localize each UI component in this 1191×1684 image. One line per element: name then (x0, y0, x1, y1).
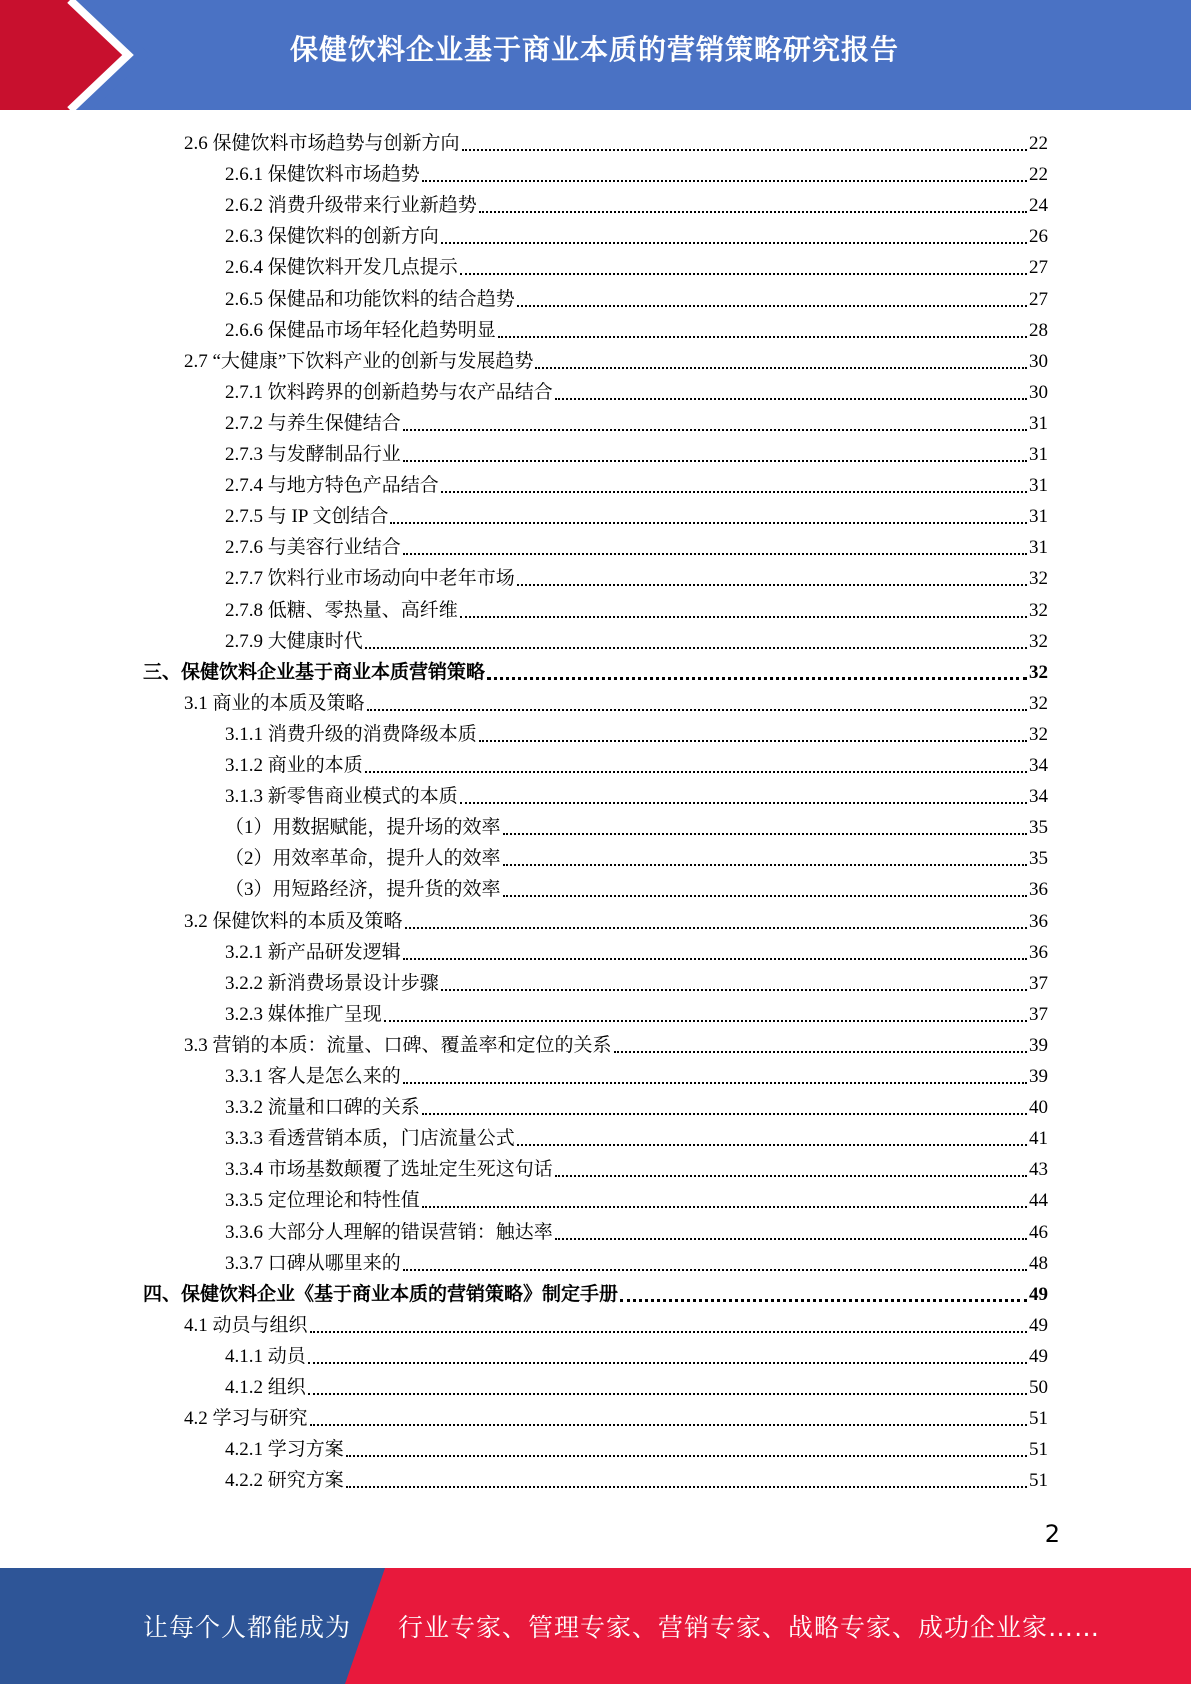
toc-entry[interactable] (225, 315, 1048, 346)
toc-entry[interactable] (225, 1341, 1048, 1372)
toc-entry-page: 32 (1029, 692, 1048, 714)
toc-entry[interactable] (225, 781, 1048, 812)
toc-entry[interactable] (225, 284, 1048, 315)
toc-entry-title: 2.7.3 与发酵制品行业 (225, 444, 401, 465)
toc-dot-leader (422, 1206, 1027, 1208)
toc-entry[interactable] (225, 1372, 1048, 1403)
toc-entry-page: 51 (1029, 1439, 1048, 1461)
toc-entry[interactable] (225, 1185, 1048, 1216)
toc-entry-page: 30 (1029, 381, 1048, 403)
toc-entry[interactable] (225, 1092, 1048, 1123)
toc-entry-title: 2.7.9 大健康时代 (225, 630, 363, 652)
footer-slogan-left: 让每个人都能成为 (143, 1613, 352, 1642)
toc-entry[interactable] (225, 874, 1048, 905)
toc-entry[interactable] (225, 1465, 1048, 1496)
toc-entry-title: 2.6.5 保健品和功能饮料的结合趋势 (225, 288, 515, 310)
toc-dot-leader (555, 398, 1027, 400)
toc-entry-title: 2.7 “大健康”下饮料产业的创新与发展趋势 (184, 350, 534, 372)
toc-dot-leader (403, 460, 1027, 462)
toc-entry-title: 3.3 营销的本质：流量、口碑、覆盖率和定位的关系 (184, 1034, 612, 1056)
toc-entry-title: 2.7.5 与 IP 文创结合 (225, 506, 389, 528)
toc-entry-page: 39 (1029, 1034, 1048, 1056)
toc-dot-leader (479, 740, 1027, 742)
toc-entry-page: 35 (1029, 817, 1048, 839)
toc-entry[interactable] (225, 595, 1048, 626)
toc-entry-page: 32 (1029, 599, 1048, 621)
toc-dot-leader (310, 1424, 1027, 1426)
toc-entry[interactable] (225, 501, 1048, 532)
toc-dot-leader (403, 1269, 1027, 1271)
toc-entry[interactable] (184, 906, 1048, 937)
toc-dot-leader (517, 1144, 1027, 1146)
toc-entry-page: 51 (1029, 1408, 1048, 1430)
toc-entry[interactable] (225, 470, 1048, 501)
toc-dot-leader (517, 584, 1027, 586)
toc-entry[interactable] (184, 1310, 1048, 1341)
toc-entry-page: 31 (1029, 537, 1048, 559)
toc-dot-leader (503, 833, 1027, 835)
toc-entry-title: 2.7.1 饮料跨界的创新趋势与农产品结合 (225, 381, 553, 403)
toc-entry-page: 27 (1029, 288, 1048, 310)
toc-entry-page: 34 (1029, 755, 1048, 776)
toc-dot-leader (555, 1175, 1027, 1177)
toc-dot-leader (403, 1082, 1027, 1084)
toc-entry-title: 2.6.3 保健饮料的创新方向 (225, 226, 439, 248)
toc-entry[interactable] (225, 1248, 1048, 1279)
toc-entry-page: 31 (1029, 444, 1048, 465)
toc-entry[interactable] (184, 1030, 1048, 1061)
toc-entry-title: 3.3.6 大部分人理解的错误营销：触达率 (225, 1221, 553, 1243)
toc-dot-leader (535, 367, 1027, 369)
toc-entry[interactable] (225, 999, 1048, 1030)
toc-dot-leader (384, 1020, 1027, 1022)
toc-entry-title: 3.2.3 媒体推广呈现 (225, 1003, 382, 1025)
toc-entry-page: 49 (1029, 1283, 1048, 1305)
toc-entry-title: 四、保健饮料企业《基于商业本质的营销策略》制定手册 (143, 1283, 619, 1305)
red-chevron-graphic (0, 0, 160, 110)
toc-entry-page: 36 (1029, 941, 1048, 963)
toc-entry-page: 36 (1029, 879, 1048, 901)
toc-dot-leader (422, 1113, 1027, 1115)
toc-entry-title: （2）用效率革命，提升人的效率 (225, 848, 501, 870)
toc-dot-leader (405, 927, 1027, 929)
toc-entry-title: 2.7.7 饮料行业市场动向中老年市场 (225, 568, 515, 590)
toc-dot-leader (441, 491, 1027, 493)
toc-dot-leader (346, 1455, 1027, 1457)
toc-dot-leader (390, 522, 1027, 524)
toc-entry-title: （1）用数据赋能，提升场的效率 (225, 817, 501, 839)
toc-entry[interactable] (143, 1279, 1048, 1310)
toc-dot-leader (462, 149, 1027, 151)
toc-entry-title: 3.2.2 新消费场景设计步骤 (225, 972, 439, 994)
toc-entry[interactable] (225, 408, 1048, 439)
toc-dot-leader (555, 1238, 1027, 1240)
toc-entry-page: 28 (1029, 319, 1048, 341)
toc-entry-title: 4.2 学习与研究 (184, 1408, 308, 1430)
toc-entry-title: 4.2.1 学习方案 (225, 1439, 344, 1461)
page-footer (0, 1568, 1191, 1684)
toc-dot-leader (498, 336, 1027, 338)
toc-entry-title: （3）用短路经济，提升货的效率 (225, 879, 501, 901)
page-number: 2 (1044, 1520, 1060, 1548)
toc-entry[interactable] (225, 252, 1048, 283)
toc-entry-title: 4.1.2 组织 (225, 1377, 306, 1398)
toc-dot-leader (460, 273, 1027, 275)
toc-entry[interactable] (225, 1217, 1048, 1248)
toc-entry-page: 32 (1029, 661, 1048, 683)
toc-entry-page: 37 (1029, 972, 1048, 994)
toc-entry-title: 2.6.4 保健饮料开发几点提示 (225, 257, 458, 279)
toc-dot-leader (422, 180, 1027, 182)
toc-entry-page: 32 (1029, 630, 1048, 652)
toc-dot-leader (308, 1393, 1027, 1395)
toc-dot-leader (614, 1051, 1027, 1053)
toc-entry-page: 35 (1029, 848, 1048, 870)
toc-dot-leader (460, 616, 1027, 618)
toc-entry-title: 2.7.8 低糖、零热量、高纤维 (225, 599, 458, 621)
toc-entry[interactable] (225, 1434, 1048, 1465)
toc-dot-leader (620, 1299, 1027, 1302)
toc-entry-page: 48 (1029, 1252, 1048, 1274)
toc-dot-leader (460, 802, 1027, 804)
toc-dot-leader (403, 429, 1027, 431)
toc-entry-page: 32 (1029, 568, 1048, 590)
toc-entry-page: 51 (1029, 1470, 1048, 1492)
toc-entry-title: 3.2.1 新产品研发逻辑 (225, 941, 401, 963)
toc-entry[interactable] (225, 221, 1048, 252)
toc-dot-leader (403, 553, 1027, 555)
toc-entry-title: 3.3.7 口碑从哪里来的 (225, 1252, 401, 1274)
toc-entry-page: 24 (1029, 195, 1048, 217)
toc-dot-leader (310, 1331, 1027, 1333)
footer-slogan-right: 行业专家、管理专家、营销专家、战略专家、成功企业家…… (398, 1613, 1101, 1642)
toc-dot-leader (365, 647, 1027, 649)
toc-entry-page: 22 (1029, 133, 1048, 154)
toc-dot-leader (441, 242, 1027, 244)
toc-entry-title: 3.3.3 看透营销本质，门店流量公式 (225, 1128, 515, 1150)
toc-entry[interactable] (225, 563, 1048, 594)
toc-entry[interactable] (225, 750, 1048, 781)
toc-entry[interactable] (184, 128, 1048, 159)
toc-entry-page: 44 (1029, 1190, 1048, 1212)
toc-entry-page: 34 (1029, 786, 1048, 808)
toc-entry[interactable] (184, 1403, 1048, 1434)
toc-entry-page: 49 (1029, 1314, 1048, 1336)
toc-entry[interactable] (225, 1061, 1048, 1092)
toc-entry-title: 2.7.6 与美容行业结合 (225, 537, 401, 559)
toc-entry-title: 3.3.4 市场基数颠覆了选址定生死这句话 (225, 1159, 553, 1181)
toc-entry[interactable] (143, 657, 1048, 688)
toc-entry-title: 2.6.6 保健品市场年轻化趋势明显 (225, 319, 496, 341)
toc-dot-leader (503, 864, 1027, 866)
toc-dot-leader (503, 895, 1027, 897)
toc-entry-page: 43 (1029, 1159, 1048, 1181)
toc-entry[interactable] (225, 532, 1048, 563)
toc-entry[interactable] (225, 1154, 1048, 1185)
toc-entry[interactable] (184, 688, 1048, 719)
toc-entry[interactable] (225, 190, 1048, 221)
toc-dot-leader (517, 305, 1027, 307)
toc-entry-page: 40 (1029, 1097, 1048, 1119)
toc-entry-title: 三、保健饮料企业基于商业本质营销策略 (143, 661, 486, 683)
toc-entry-page: 50 (1029, 1377, 1048, 1398)
toc-entry-title: 3.1.3 新零售商业模式的本质 (225, 786, 458, 808)
toc-dot-leader (367, 709, 1027, 711)
toc-entry[interactable] (225, 937, 1048, 968)
report-title: 保健饮料企业基于商业本质的营销策略研究报告 (290, 33, 900, 66)
toc-entry[interactable] (225, 719, 1048, 750)
toc-dot-leader (441, 989, 1027, 991)
toc-dot-leader (403, 958, 1027, 960)
toc-entry-title: 3.3.2 流量和口碑的关系 (225, 1097, 420, 1119)
toc-entry[interactable] (225, 377, 1048, 408)
toc-entry[interactable] (225, 843, 1048, 874)
toc-entry[interactable] (225, 159, 1048, 190)
toc-entry-page: 31 (1029, 412, 1048, 434)
toc-entry-page: 31 (1029, 506, 1048, 528)
toc-entry-page: 39 (1029, 1066, 1048, 1087)
toc-entry-title: 3.1.2 商业的本质 (225, 755, 363, 776)
toc-entry-title: 4.1.1 动员 (225, 1345, 306, 1367)
toc-entry-page: 22 (1029, 164, 1048, 186)
toc-entry[interactable] (225, 439, 1048, 470)
toc-entry[interactable] (225, 626, 1048, 657)
toc-entry-page: 41 (1029, 1128, 1048, 1150)
toc-entry-title: 2.6.1 保健饮料市场趋势 (225, 164, 420, 186)
toc-dot-leader (365, 771, 1027, 773)
toc-entry-page: 46 (1029, 1221, 1048, 1243)
page-header (0, 0, 1191, 110)
toc-entry-title: 3.3.5 定位理论和特性值 (225, 1190, 420, 1212)
toc-entry-title: 3.2 保健饮料的本质及策略 (184, 910, 403, 932)
toc-dot-leader (479, 211, 1027, 213)
toc-dot-leader (346, 1486, 1027, 1488)
toc-entry[interactable] (225, 1123, 1048, 1154)
toc-entry[interactable] (184, 346, 1048, 377)
toc-entry[interactable] (225, 812, 1048, 843)
toc-entry-title: 3.1.1 消费升级的消费降级本质 (225, 723, 477, 745)
toc-entry-title: 4.2.2 研究方案 (225, 1470, 344, 1492)
toc-dot-leader (308, 1362, 1027, 1364)
toc-entry-title: 2.6 保健饮料市场趋势与创新方向 (184, 133, 460, 154)
toc-entry-page: 36 (1029, 910, 1048, 932)
toc-entry-page: 37 (1029, 1003, 1048, 1025)
toc-entry-page: 27 (1029, 257, 1048, 279)
toc-entry-page: 26 (1029, 226, 1048, 248)
toc-entry-page: 30 (1029, 350, 1048, 372)
toc-entry-page: 49 (1029, 1345, 1048, 1367)
toc-entry-title: 2.7.4 与地方特色产品结合 (225, 475, 439, 497)
toc-entry-title: 3.1 商业的本质及策略 (184, 692, 365, 714)
toc-dot-leader (487, 677, 1027, 680)
toc-entry-title: 4.1 动员与组织 (184, 1314, 308, 1336)
toc-entry-title: 3.3.1 客人是怎么来的 (225, 1066, 401, 1087)
toc-entry-title: 2.6.2 消费升级带来行业新趋势 (225, 195, 477, 217)
toc-entry[interactable] (225, 968, 1048, 999)
toc-entry-page: 32 (1029, 723, 1048, 745)
toc-entry-page: 31 (1029, 475, 1048, 497)
toc-entry-title: 2.7.2 与养生保健结合 (225, 412, 401, 434)
